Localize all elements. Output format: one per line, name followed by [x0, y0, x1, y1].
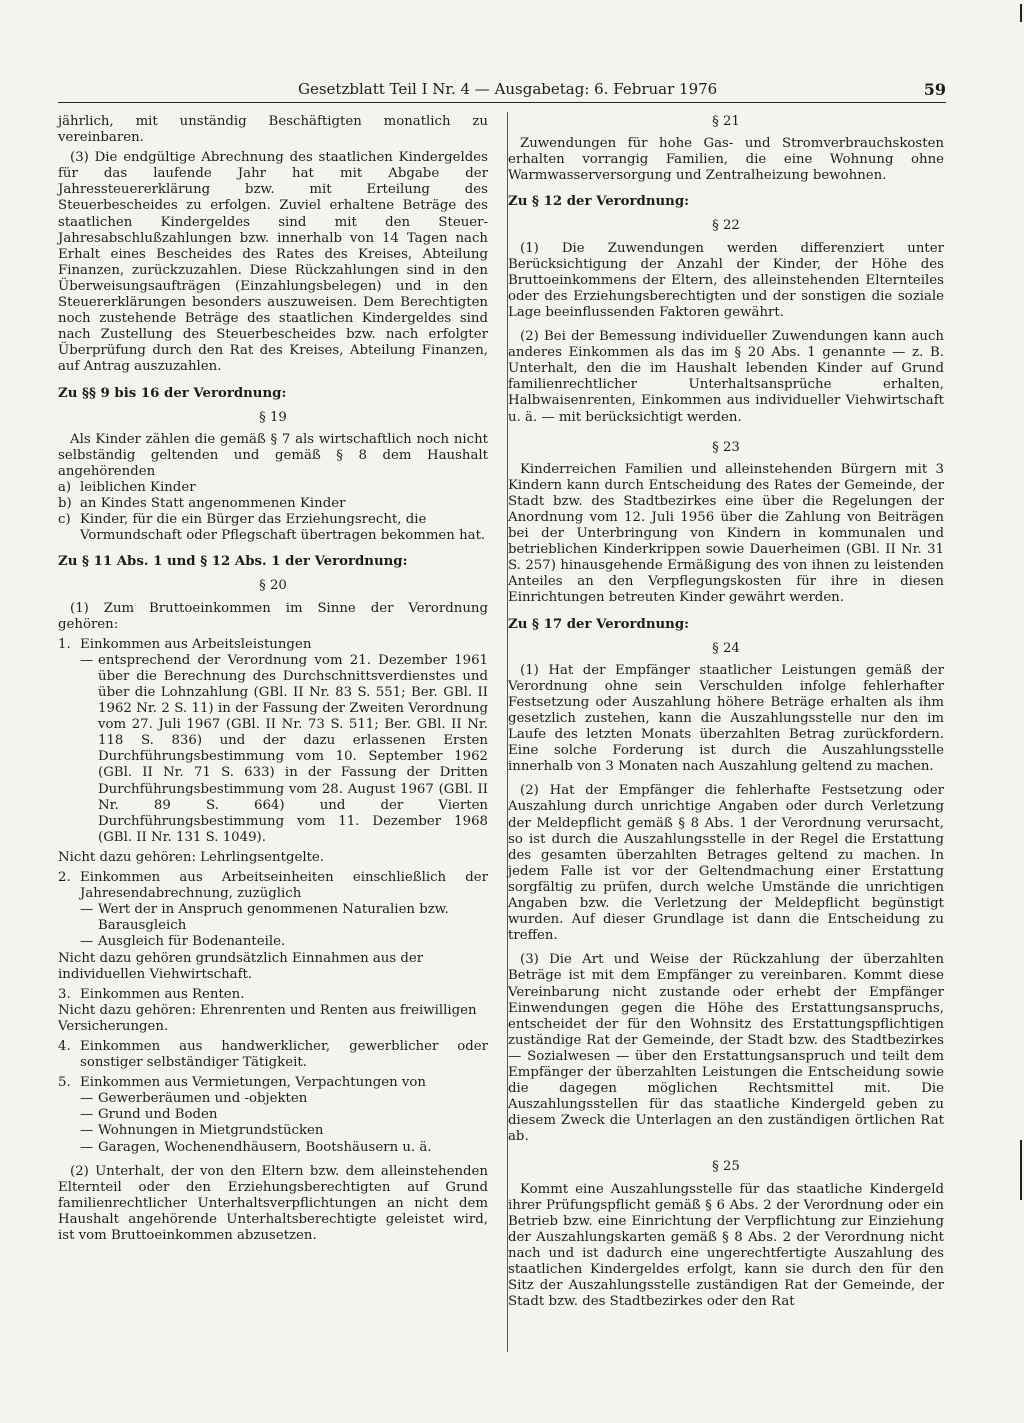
page-number: 59 [923, 80, 946, 99]
paragraph-heading-25: § 25 [712, 1159, 740, 1175]
dash-item [80, 1107, 488, 1123]
section-heading-zu-11-12: Zu § 11 Abs. 1 und § 12 Abs. 1 der Verordnung: [58, 554, 408, 570]
dash-mark: — [80, 934, 94, 950]
paragraph-heading-20: § 20 [259, 578, 287, 594]
header-title: Gesetzblatt Teil I Nr. 4 — Ausgabetag: 6. Februar 1976 [298, 80, 718, 98]
item-text: Einkommen aus Arbeitseinheiten einschließlich der Jahresendabrechnung, zuzüglich [80, 870, 488, 902]
item-number: 2. [58, 870, 71, 886]
dash-text: entsprechend der Verordnung vom 21. Dezember 1961 über die Berechnung des Durchschnittsverdienstes und über die Lohnzahlung (GBl. II Nr. 83 S. 551; Ber. GBl. II 1962 Nr. 2 S. 11) in der Fassung der Zweiten Verordnung vom 27. Juli 1967 (GBl. II Nr. 73 S. 511; Ber. GBl. II Nr. 118 S. 836) und der dazu erlassenen Ersten Durchführungsbestimmung vom 10. September 1962 (GBl. II Nr. 71 S. 633) in der Fassung der Dritten Durchführungsbestimmung vom 28. August 1967 (GBl. II Nr. 89 S. 664) und der Vierten Durchführungsbestimmung vom 11. Dezember 1968 (GBl. II Nr. 131 S. 1049). [98, 652, 488, 845]
s19-text: Als Kinder zählen die gemäß § 7 als wirtschaftlich noch nicht selbständig geltenden und gemäß § 8 dem Haushalt angehörenden [58, 431, 488, 479]
dash-mark: — [80, 1123, 94, 1139]
paragraph-heading-19: § 19 [259, 409, 287, 425]
list-text: leiblichen Kinder [80, 479, 196, 495]
paragraph-heading-23: § 23 [712, 439, 740, 455]
s22-paragraph-2: (2) Bei der Bemessung individueller Zuwendungen kann auch anderes Einkommen als das im § 20 Abs. 1 genannte — z. B. Unterhalt, den die im Haushalt lebenden Kinder auf Grund familienrechtlicher Unterhaltsansprüche erhalten, Halbwaisenrenten, Einkommen aus individueller Viehwirtschaft u. ä. — mit berücksichtigt werden. [508, 329, 944, 425]
dash-mark: — [80, 1139, 94, 1155]
item-number: 4. [58, 1038, 71, 1054]
paragraph-3: (3) Die endgültige Abrechnung des staatlichen Kindergeldes für das laufende Jahr hat mit Abgabe der Jahressteuererklärung bzw. mit Erteilung des Steuerbescheides zu erfolgen. Zuviel erhaltene Beträge des staatlichen Kindergeldes sind mit den Steuer-Jahresabschlußzahlungen bzw. innerhalb von 14 Tagen nach Erhalt eines Bescheides des Rates des Kreises, Abteilung Finanzen, zurückzuzahlen. Diese Rückzahlungen sind in den Überweisungsaufträgen (Einzahlungsbelegen) und in den Steuererklärungen besonders auszuweisen. Dem Berechtigten noch zustehende Beträge des staatlichen Kindergeldes sind nach Zustellung des Steuerbescheides bzw. nach erfolgter Überprüfung durch den Rat des Kreises, Abteilung Finanzen, auf Antrag auszuzahlen. [58, 150, 488, 375]
item-text: Einkommen aus handwerklicher, gewerblicher oder sonstiger selbständiger Tätigkeit. [80, 1038, 488, 1071]
s25-text: Kommt eine Auszahlungsstelle für das staatliche Kindergeld ihrer Prüfungspflicht gemäß § 6 Abs. 2 der Verordnung oder ein Betrieb bzw. eine Einrichtung der Verpflichtung zur Einziehung der Auszahlungskarten gemäß § 8 Abs. 2 der Verordnung nicht nach und ist dadurch eine ungerechtfertigte Auszahlung des staatlichen Kindergeldes erfolgt, kann sie durch den für den Sitz der Auszahlungsstelle zuständigen Rat der Gemeinde, der Stadt bzw. des Stadtbezirkes oder den Rat [508, 1181, 944, 1310]
item-note: Nicht dazu gehören: Lehrlingsentgelte. [58, 849, 325, 865]
dash-text: Gewerberäumen und -objekten [98, 1091, 308, 1107]
list-item [58, 480, 488, 496]
s24-paragraph-3: (3) Die Art und Weise der Rückzahlung der überzahlten Beträge ist mit dem Empfänger zu vereinbaren. Kommt diese Vereinbarung nicht zustande oder erhebt der Empfänger Einwendungen gegen die Höhe des Erstattungsanspruchs, entscheidet der für den Wohnsitz des Erstattungspflichtigen zuständige Rat der Gemeinde, der Stadt bzw. des Stadtbezirkes — Sozialwesen — über den Erstattungsanspruch und teilt dem Empfänger der überzahlten Leistungen die Entscheidung sowie die dagegen möglichen Rechtsmittel mit. Die Auszahlungsstellen für das staatliche Kindergeld geben zu diesem Zweck die Unterlagen an den zuständigen örtlichen Rat ab. [508, 952, 944, 1145]
dash-item [80, 653, 488, 846]
paragraph-heading-24: § 24 [712, 640, 740, 656]
numbered-item-4 [58, 1039, 488, 1071]
list-label: b) [58, 496, 72, 512]
s23-text: Kinderreichen Familien und alleinstehenden Bürgern mit 3 Kindern kann durch Entscheidung des Rates der Gemeinde, der Stadt bzw. des Stadtbezirkes eine über die Regelungen der Anordnung vom 12. Juli 1956 über die Zahlung von Beiträgen bei der Unterbringung von Kindern in kommunalen und betrieblichen Kinderkrippen sowie Dauerheimen (GBl. II Nr. 31 S. 257) hinausgehende Ermäßigung des von ihnen zu leistenden Anteiles an den Verpflegungskosten für ihre in diesen Einrichtungen betreuten Kinder gewährt werden. [508, 461, 944, 606]
list-item [58, 512, 488, 544]
dash-mark: — [80, 1091, 94, 1107]
paragraph-heading-21: § 21 [712, 114, 740, 129]
numbered-item-1 [58, 637, 488, 653]
page-header [58, 76, 946, 103]
right-column [508, 114, 944, 1310]
item-text: Einkommen aus Arbeitsleistungen [80, 636, 312, 652]
numbered-item-5 [58, 1075, 488, 1091]
section-heading-zu-12: Zu § 12 der Verordnung: [508, 194, 690, 210]
paragraph-heading-22: § 22 [712, 218, 740, 234]
s24-paragraph-1: (1) Hat der Empfänger staatlicher Leistungen gemäß der Verordnung ohne sein Verschulden infolge fehlerhafter Festsetzung oder Auszahlung höhere Beträge erhalten als ihm gesetzlich zustehen, kann die Auszahlungsstelle nur den im Laufe des letzten Monats überzahlten Betrag zurückfordern. Eine solche Forderung ist durch die Auszahlungsstelle innerhalb von 3 Monaten nach Auszahlung geltend zu machen. [508, 662, 944, 775]
list-text: an Kindes Statt angenommenen Kinder [80, 496, 346, 512]
s20-paragraph-1: (1) Zum Bruttoeinkommen im Sinne der Verordnung gehören: [58, 600, 488, 632]
scan-edge-mark [1020, 4, 1022, 22]
dash-mark: — [80, 1107, 94, 1123]
s20-paragraph-2: (2) Unterhalt, der von den Eltern bzw. dem alleinstehenden Elternteil oder den Erziehungsberechtigten auf Grund familienrechtlicher Unterhaltsverpflichtungen an nicht dem Haushalt angehörende Unterhaltsberechtigte geleistet wird, ist vom Bruttoeinkommen abzusetzen. [58, 1163, 488, 1243]
item-note: Nicht dazu gehören grundsätzlich Einnahmen aus der individuellen Viehwirtschaft. [58, 950, 424, 982]
section-heading-zu-17: Zu § 17 der Verordnung: [508, 616, 690, 632]
item-note: Nicht dazu gehören: Ehrenrenten und Renten aus freiwilligen Versicherungen. [58, 1002, 477, 1034]
dash-mark: — [80, 902, 94, 918]
dash-item [80, 1091, 488, 1107]
s24-paragraph-2: (2) Hat der Empfänger die fehlerhafte Festsetzung oder Auszahlung durch unrichtige Angaben oder durch Verletzung der Meldepflicht gemäß § 8 Abs. 1 der Verordnung verursacht, so ist durch die Auszahlungsstelle in der Regel die Erstattung des gesamten überzahlten Betrages geltend zu machen. In jedem Falle ist vor der Geltendmachung einer Erstattung sorgfältig zu prüfen, durch welche Umstände die unrichtigen Angaben bzw. die Verletzung der Meldepflicht begünstigt wurden. Auf dieser Grundlage ist dann die Entscheidung zu treffen. [508, 783, 944, 944]
dash-item [80, 934, 488, 950]
numbered-item-3 [58, 987, 488, 1003]
dash-text: Grund und Boden [98, 1107, 218, 1123]
section-heading-zu-9-16: Zu §§ 9 bis 16 der Verordnung: [58, 385, 287, 401]
dash-item [80, 1123, 488, 1139]
item-text: Einkommen aus Renten. [80, 986, 245, 1002]
dash-text: Ausgleich für Bodenanteile. [98, 934, 286, 950]
item-number: 3. [58, 986, 71, 1002]
dash-item [80, 902, 488, 934]
list-item [58, 496, 488, 512]
numbered-item-2 [58, 870, 488, 902]
s21-text: Zuwendungen für hohe Gas- und Stromverbrauchskosten erhalten vorrangig Familien, die eine Wohnung ohne Warmwasserversorgung und Zentralheizung bewohnen. [508, 136, 944, 184]
dash-text: Garagen, Wochenendhäusern, Bootshäusern u. ä. [98, 1139, 432, 1155]
list-text: Kinder, für die ein Bürger das Erziehungsrecht, die Vormundschaft oder Pflegschaft übertragen bekommen hat. [80, 512, 486, 544]
s22-paragraph-1: (1) Die Zuwendungen werden differenziert unter Berücksichtigung der Anzahl der Kinder, der Höhe des Bruttoeinkommens der Eltern, des alleinstehenden Elternteiles oder des Erziehungsberechtigten und der sonstigen die soziale Lage beeinflussenden Faktoren gewährt. [508, 240, 944, 320]
dash-item [80, 1140, 488, 1156]
dash-mark: — [80, 652, 94, 668]
dash-text: Wohnungen in Mietgrundstücken [98, 1123, 324, 1139]
dash-text: Wert der in Anspruch genommenen Naturalien bzw. Barausgleich [98, 902, 449, 934]
list-label: a) [58, 479, 72, 495]
item-number: 5. [58, 1075, 71, 1091]
scan-edge-mark [1020, 1140, 1022, 1200]
left-column [58, 114, 488, 1244]
paragraph-continuation: jährlich, mit unständig Beschäftigten monatlich zu vereinbaren. [58, 114, 488, 146]
item-text: Einkommen aus Vermietungen, Verpachtungen von [80, 1075, 426, 1091]
item-number: 1. [58, 636, 71, 652]
list-label: c) [58, 512, 71, 528]
